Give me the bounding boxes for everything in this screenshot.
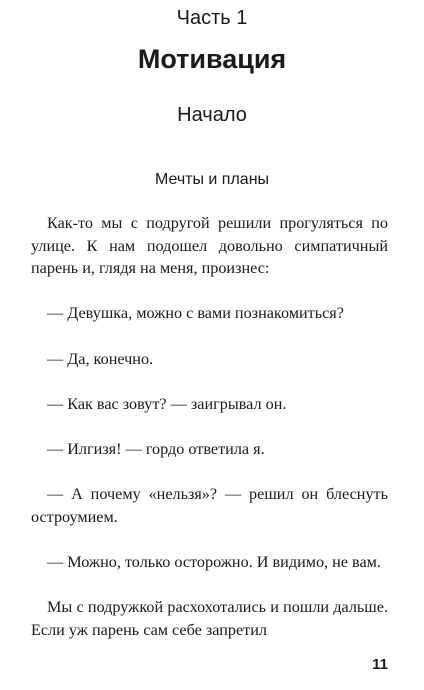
paragraph: Как-то мы с подругой решили прогуляться по улице. К нам подошел довольно симпатичный парень и, глядя на меня, произнес: <box>31 214 388 278</box>
chapter-title: Мотивация <box>137 44 287 74</box>
dialogue-line: — Илгизя! — гордо ответила я. <box>47 439 265 458</box>
dialogue-line: — А почему «нельзя»? — решил он блеснуть остроумием. <box>31 485 388 526</box>
subsection-title: Мечты и планы <box>154 171 270 188</box>
dialogue-line: — Девушка, можно с вами познакомиться? <box>47 304 344 323</box>
section-title: Начало <box>177 104 247 126</box>
dialogue-line: — Можно, только осторожно. И видимо, не вам. <box>47 552 381 571</box>
dialogue-line: — Да, конечно. <box>47 349 154 368</box>
page-number: 11 <box>372 656 388 673</box>
body-text <box>31 212 388 641</box>
paragraph: Мы с подружкой расхохотались и пошли дальше. Если уж парень сам себе запретил <box>31 598 388 639</box>
part-label: Часть 1 <box>176 7 248 29</box>
dialogue-line: — Как вас зовут? — заигрывал он. <box>47 394 287 413</box>
